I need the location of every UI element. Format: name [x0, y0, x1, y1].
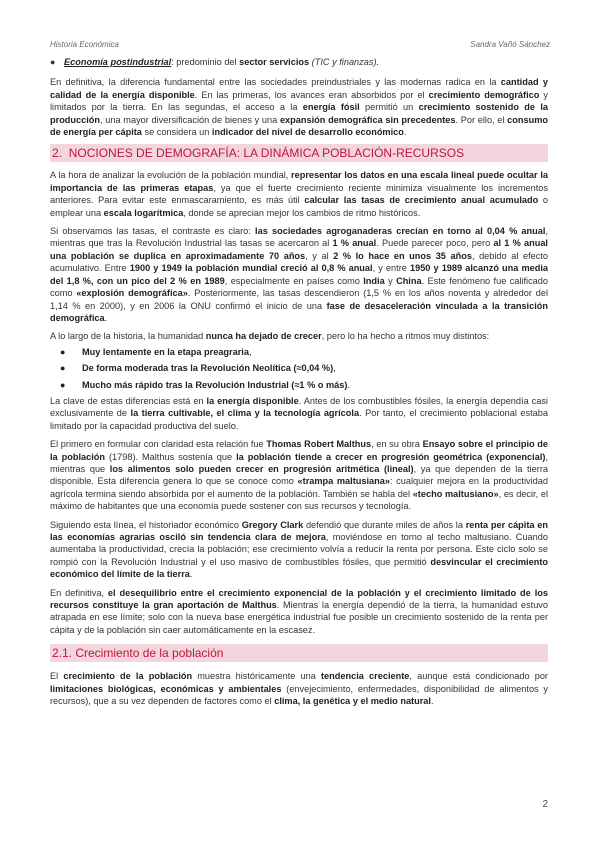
header-left: Historia Económica	[50, 40, 119, 49]
paragraph-3: Si observamos las tasas, el contraste es claro: las sociedades agroganaderas crecían en torno al 0,04 % anual, mientras que tras la Revolución Industrial las tasas se acercaron al 1 % anual. Puede parecer poco, pero al 1 % anual una población se duplica en aproximadamente 70 años, y al 2 % lo hace en unos 35 años, debido al efecto acumulativo. Entre 1900 y 1949 la población mundial creció al 0,8 % anual, y entre 1950 y 1989 alcanzó una media del 1,8 %, con un pico del 2 % en 1989, especialmente en países como India y China. Este fenómeno fue calificado como «explosión demográfica». Posteriormente, las tasas descendieron (1,5 % en los años noventa y alrededor del 1,14 % en 2000), y en 2006 la ONU confirmó el inicio de una fase de desaceleración vinculada a la transición demográfica.	[50, 226, 549, 323]
paragraph-8: En definitiva, el desequilibrio entre el crecimiento exponencial de la población y el crecimiento limitado de los recursos constituye la gran aportación de Malthus. Mientras la energía dependió de la tierra, la humanidad estuvo atrapada en ese límite; solo con la nueva base energética industrial fue posible un crecimiento sostenido de la renta per cápita y de la población sin caer automáticamente en la escasez.	[50, 587, 549, 635]
bullet-text: Economía postindustrial: predominio del sector servicios (TIC y finanzas).	[64, 57, 380, 67]
paragraph-4: A lo largo de la historia, la humanidad nunca ha dejado de crecer, pero lo ha hecho a ritmos muy distintos:	[50, 331, 490, 342]
section-heading-2-1: 2.1. Crecimiento de la población	[50, 644, 548, 662]
section-heading-2: 2. NOCIONES DE DEMOGRAFÍA: LA DINÁMICA POBLACIÓN-RECURSOS	[50, 144, 548, 162]
page-number: 2	[542, 799, 548, 810]
list-item: ● Muy lentamente en la etapa preagraria,	[60, 346, 252, 357]
paragraph-6: El primero en formular con claridad esta relación fue Thomas Robert Malthus, en su obra Ensayo sobre el principio de la población (1798). Malthus sostenía que la población tiende a crecer en progresión geométrica (exponencial), mientras que los alimentos solo pueden crecer en progresión aritmética (lineal), ya que dependen de la tierra disponible. Esta diferencia genera lo que se conoce como «trampa maltusiana»: cualquier mejora en la productividad agrícola termina siendo absorbida por el aumento de la población. También se habla del «techo maltusiano», es decir, el máximo de habitantes que una economía puede sostener con sus recursos y tecnología.	[50, 439, 549, 512]
list-item: ● De forma moderada tras la Revolución Neolítica (≈0,04 %),	[60, 363, 336, 374]
paragraph-1: En definitiva, la diferencia fundamental entre las sociedades preindustriales y las modernas radica en la cantidad y calidad de la energía disponible. En las primeras, los avances eran absorbidos por el crecimiento demográfico y limitados por la tierra. En las segundas, el acceso a la energía fósil permitió un crecimiento sostenido de la producción, una mayor diversificación de bienes y una expansión demográfica sin precedentes. Por ello, el consumo de energía per cápita se considera un indicador del nivel de desarrollo económico.	[50, 77, 548, 138]
page-header	[50, 40, 550, 49]
bullet-dot: ●	[50, 57, 56, 67]
paragraph-5: La clave de estas diferencias está en la energía disponible. Antes de los combustibles fósiles, la energía dependía casi exclusivamente de la tierra cultivable, el clima y la tecnología agrícola. Por tanto, el crecimiento poblacional estaba limitado por la capacidad productiva del suelo.	[50, 395, 548, 431]
paragraph-7: Siguiendo esta línea, el historiador económico Gregory Clark defendió que durante miles de años la renta per cápita en las economías agrarias osciló sin tendencia clara de mejora, moviéndose en torno al techo maltusiano. Cuando aumentaba la productividad, crecía la población; ese crecimiento volvía a reducir la renta por persona. Este ciclo solo se rompió con la Revolución Industrial y el uso masivo de combustibles fósiles, que permitió desvincular el crecimiento económico del límite de la tierra.	[50, 519, 548, 580]
paragraph-2: A la hora de analizar la evolución de la población mundial, representar los datos en una escala lineal puede ocultar la importancia de las primeras etapas, ya que el fuerte crecimiento reciente minimiza visualmente los incrementos anteriores. Para evitar este enmascaramiento, es más útil calcular las tasas de crecimiento anual acumulado o emplear una escala logarítmica, donde se aprecian mejor los cambios de ritmo históricos.	[50, 170, 549, 218]
bullet-postindustrial	[50, 56, 548, 68]
header-right: Sandra Vañó Sánchez	[470, 40, 550, 49]
paragraph-9: El crecimiento de la población muestra históricamente una tendencia creciente, aunque está condicionado por limitaciones biológicas, económicas y ambientales (envejecimiento, enfermedades, disponibilidad de alimentos y recursos), que a su vez dependen de factores como el clima, la genética y el medio natural.	[50, 671, 549, 707]
list-item: ● Mucho más rápido tras la Revolución Industrial (≈1 % o más).	[60, 379, 350, 390]
page-content	[50, 56, 548, 713]
growth-rates-list	[50, 346, 548, 391]
